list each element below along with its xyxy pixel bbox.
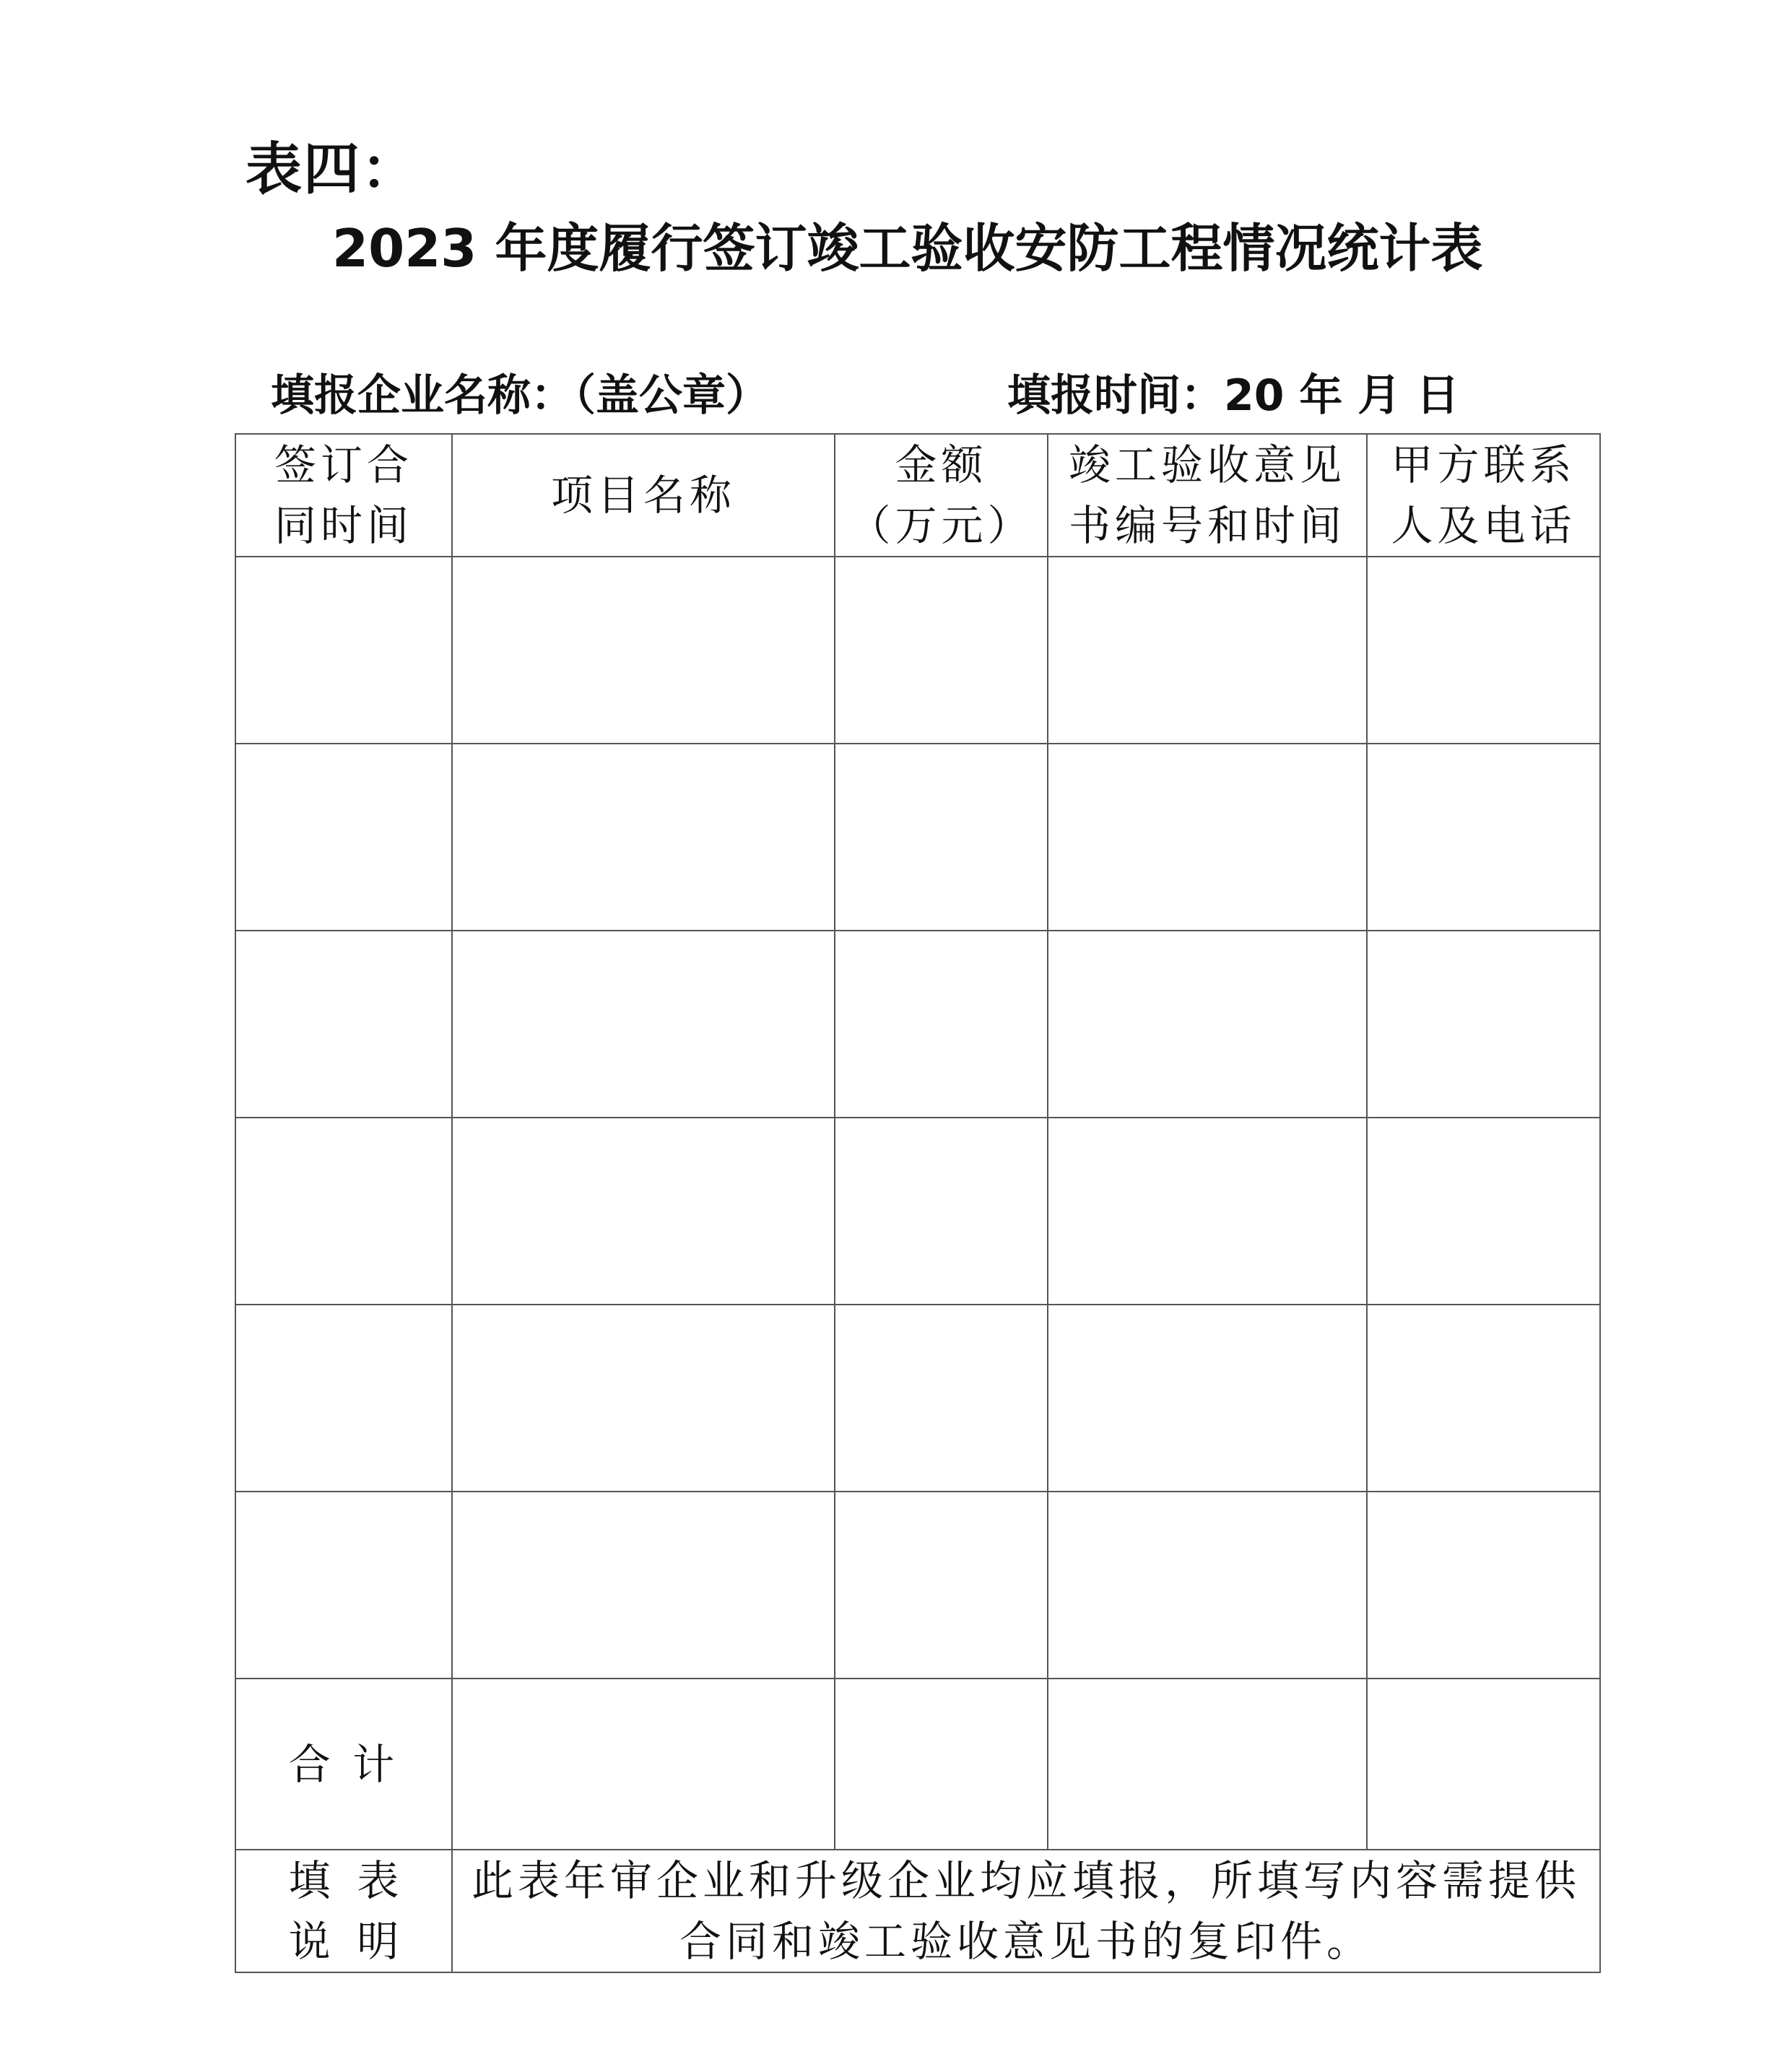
blank-cell[interactable] <box>835 1118 1048 1305</box>
blank-cell[interactable] <box>1367 1305 1600 1492</box>
total-cell[interactable] <box>1367 1679 1600 1850</box>
note-label-line-2: 说 明 <box>288 1917 399 1966</box>
blank-cell[interactable] <box>835 1305 1048 1492</box>
blank-cell[interactable] <box>452 931 835 1118</box>
statistics-table <box>235 433 1601 1973</box>
blank-cell[interactable] <box>1048 1305 1367 1492</box>
blank-cell[interactable] <box>835 1492 1048 1679</box>
header-contract-date-line-1: 签订合 <box>274 440 413 489</box>
table-row <box>235 931 1600 1118</box>
blank-cell[interactable] <box>1048 931 1367 1118</box>
blank-cell[interactable] <box>235 1118 452 1305</box>
header-acceptance-doc-line-2: 书编号和时间 <box>1068 501 1346 550</box>
total-cell[interactable] <box>835 1679 1048 1850</box>
header-acceptance-doc-line-1: 竣工验收意见 <box>1068 440 1346 489</box>
blank-cell[interactable] <box>235 744 452 931</box>
blank-cell[interactable] <box>235 931 452 1118</box>
blank-cell[interactable] <box>1048 557 1367 744</box>
note-label-line-1: 填 表 <box>288 1856 399 1905</box>
blank-cell[interactable] <box>835 931 1048 1118</box>
header-contact-line-1: 甲方联系 <box>1391 440 1576 489</box>
blank-cell[interactable] <box>452 1492 835 1679</box>
table-row <box>235 744 1600 931</box>
header-project-name <box>452 434 835 557</box>
table-row <box>235 557 1600 744</box>
blank-cell[interactable] <box>1367 557 1600 744</box>
blank-cell[interactable] <box>235 557 452 744</box>
blank-cell[interactable] <box>235 1305 452 1492</box>
header-amount <box>835 434 1048 557</box>
blank-cell[interactable] <box>835 557 1048 744</box>
header-amount-line-1: 金额 <box>895 440 988 489</box>
table-row <box>235 1305 1600 1492</box>
blank-cell[interactable] <box>1048 1492 1367 1679</box>
table-row <box>235 1118 1600 1305</box>
total-cell[interactable] <box>1048 1679 1367 1850</box>
blank-cell[interactable] <box>1048 1118 1367 1305</box>
blank-cell[interactable] <box>1367 1118 1600 1305</box>
blank-cell[interactable] <box>835 744 1048 931</box>
report-date-label: 填报时间：20 年 月 日 <box>1007 370 1460 421</box>
blank-cell[interactable] <box>1367 931 1600 1118</box>
header-contract-date <box>235 434 452 557</box>
company-name-label: 填报企业名称：（盖公章） <box>271 370 769 421</box>
blank-cell[interactable] <box>452 557 835 744</box>
header-contact-line-2: 人及电话 <box>1391 501 1576 550</box>
blank-cell[interactable] <box>452 1118 835 1305</box>
total-cell[interactable] <box>452 1679 835 1850</box>
blank-cell[interactable] <box>452 1305 835 1492</box>
header-amount-line-2: （万元） <box>848 501 1034 550</box>
blank-cell[interactable] <box>452 744 835 931</box>
header-project-name-label: 项目名称 <box>550 471 736 520</box>
header-contact <box>1367 434 1600 557</box>
header-row <box>235 434 1600 557</box>
form-title: 2023 年度履行签订竣工验收安防工程情况统计表 <box>332 218 1483 279</box>
header-acceptance-doc <box>1048 434 1367 557</box>
blank-cell[interactable] <box>1367 1492 1600 1679</box>
total-row <box>235 1679 1600 1850</box>
total-label: 合 计 <box>235 1679 452 1850</box>
note-row <box>235 1850 1600 1972</box>
blank-cell[interactable] <box>1048 744 1367 931</box>
header-contract-date-line-2: 同时间 <box>274 501 413 550</box>
table-row <box>235 1492 1600 1679</box>
section-heading: 表四： <box>246 137 420 202</box>
note-label <box>235 1850 452 1972</box>
blank-cell[interactable] <box>235 1492 452 1679</box>
note-text: 此表年审企业和升级企业均应填报，所填写内容需提供合同和竣工验收意见书的复印件。 <box>452 1850 1600 1972</box>
blank-cell[interactable] <box>1367 744 1600 931</box>
